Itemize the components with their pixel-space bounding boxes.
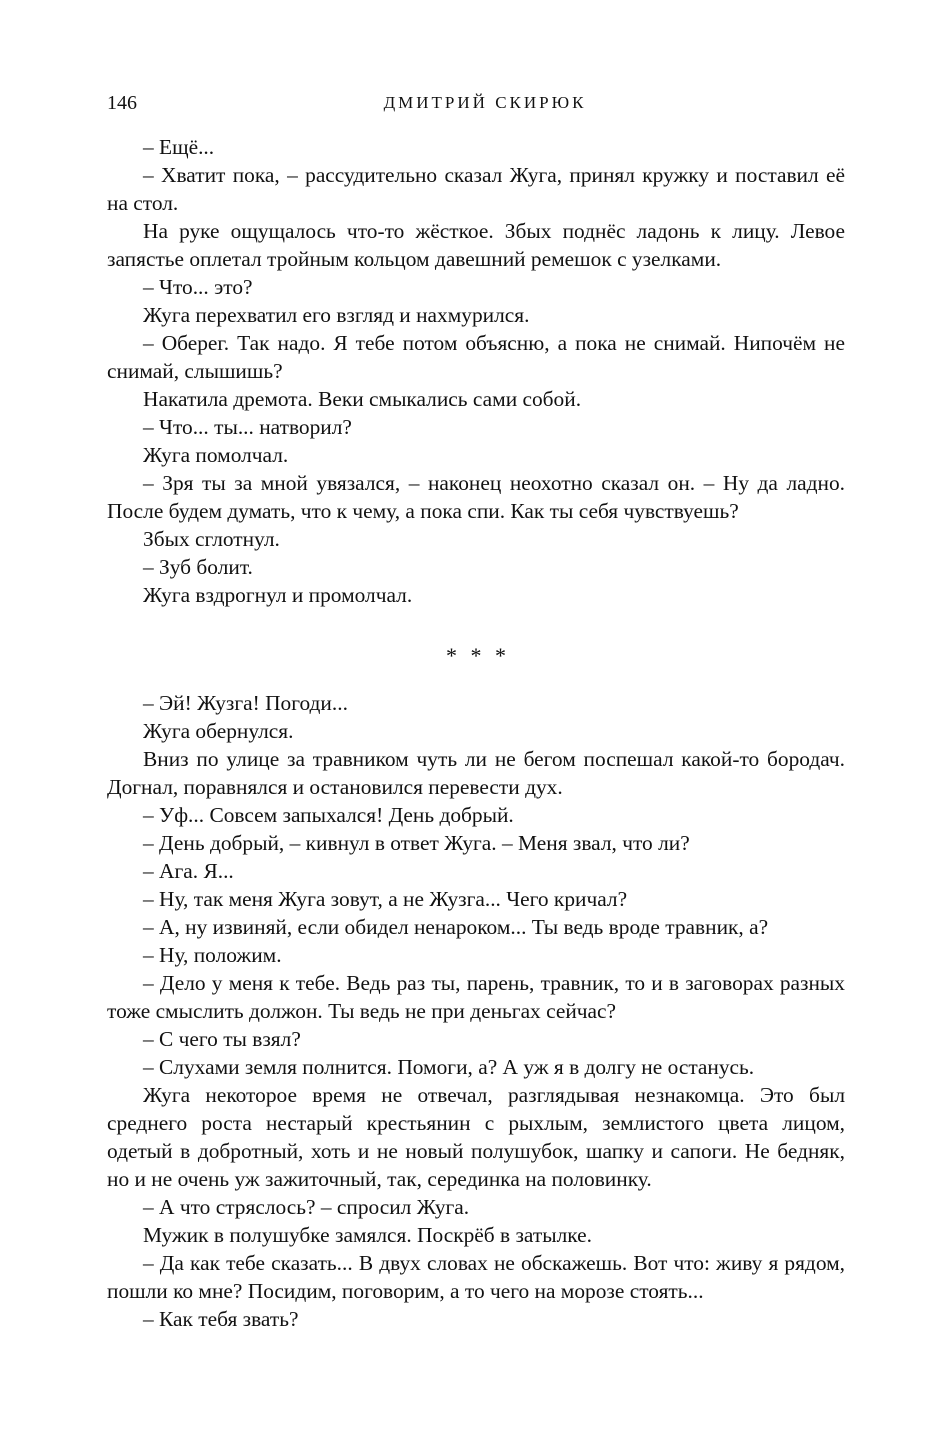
paragraph: Жуга вздрогнул и промолчал. <box>143 583 413 607</box>
paragraph: – Эй! Жузга! Погоди... <box>143 691 348 715</box>
paragraph: – Слухами земля полнится. Помоги, а? А уж я в долгу не останусь. <box>143 1055 755 1079</box>
paragraph: Мужик в полушубке замялся. Поскрёб в затылке. <box>143 1223 592 1247</box>
paragraph: Жуга помолчал. <box>143 443 289 467</box>
paragraph: Жуга перехватил его взгляд и нахмурился. <box>143 303 530 327</box>
paragraph: – Ещё... <box>143 135 215 159</box>
paragraph: Вниз по улице за травником чуть ли не бегом поспешал какой-то бородач. Догнал, поравнялся и остановился перевести дух. <box>107 747 845 799</box>
paragraph: – А что стряслось? – спросил Жуга. <box>143 1195 470 1219</box>
paragraph: Накатила дремота. Веки смыкались сами собой. <box>143 387 582 411</box>
text-section-2 <box>107 689 845 1333</box>
paragraph: – Зря ты за мной увязался, – наконец неохотно сказал он. – Ну да ладно. После будем думать, что к чему, а пока спи. Как ты себя чувствуешь? <box>107 471 845 523</box>
paragraph: – Оберег. Так надо. Я тебе потом объясню, а пока не снимай. Нипочём не снимай, слышишь? <box>107 331 845 383</box>
paragraph: Збых сглотнул. <box>143 527 280 551</box>
paragraph: Жуга обернулся. <box>143 719 294 743</box>
paragraph: – Дело у меня к тебе. Ведь раз ты, парень, травник, то и в заговорах разных тоже смыслить должон. Ты ведь не при деньгах сейчас? <box>107 971 845 1023</box>
running-header <box>107 90 845 116</box>
paragraph: – Зуб болит. <box>143 555 253 579</box>
paragraph: – Уф... Совсем запыхался! День добрый. <box>143 803 514 827</box>
paragraph: – Ну, так меня Жуга зовут, а не Жузга... Чего кричал? <box>143 887 628 911</box>
text-section-1 <box>107 133 845 609</box>
page-number: 146 <box>107 92 137 114</box>
paragraph: – С чего ты взял? <box>143 1027 301 1051</box>
author-name: ДМИТРИЙ СКИРЮК <box>383 93 587 112</box>
section-separator: * * * <box>446 643 506 668</box>
paragraph: – Ну, положим. <box>143 943 282 967</box>
paragraph: Жуга некоторое время не отвечал, разглядывая незнакомца. Это был среднего роста нестарый крестьянин с рыхлым, землистого цвета лицом, одетый в добротный, хоть и не новый полушубок, шапку и сапоги. Не бедняк, но и не очень уж зажиточный, так, серединка на половинку. <box>107 1083 845 1191</box>
paragraph: – Да как тебе сказать... В двух словах не обскажешь. Вот что: живу я рядом, пошли ко мне? Посидим, поговорим, а то чего на морозе стоять... <box>107 1251 845 1303</box>
paragraph: – А, ну извиняй, если обидел ненароком... Ты ведь вроде травник, а? <box>143 915 769 939</box>
paragraph: – Как тебя звать? <box>143 1307 299 1331</box>
paragraph: – Хватит пока, – рассудительно сказал Жуга, принял кружку и поставил её на стол. <box>107 163 845 215</box>
paragraph: – Что... это? <box>143 275 253 299</box>
paragraph: На руке ощущалось что-то жёсткое. Збых поднёс ладонь к лицу. Левое запястье оплетал тройным кольцом давешний ремешок с узелками. <box>107 219 845 271</box>
paragraph: – День добрый, – кивнул в ответ Жуга. – Меня звал, что ли? <box>143 831 690 855</box>
paragraph: – Ага. Я... <box>143 859 234 883</box>
paragraph: – Что... ты... натворил? <box>143 415 352 439</box>
